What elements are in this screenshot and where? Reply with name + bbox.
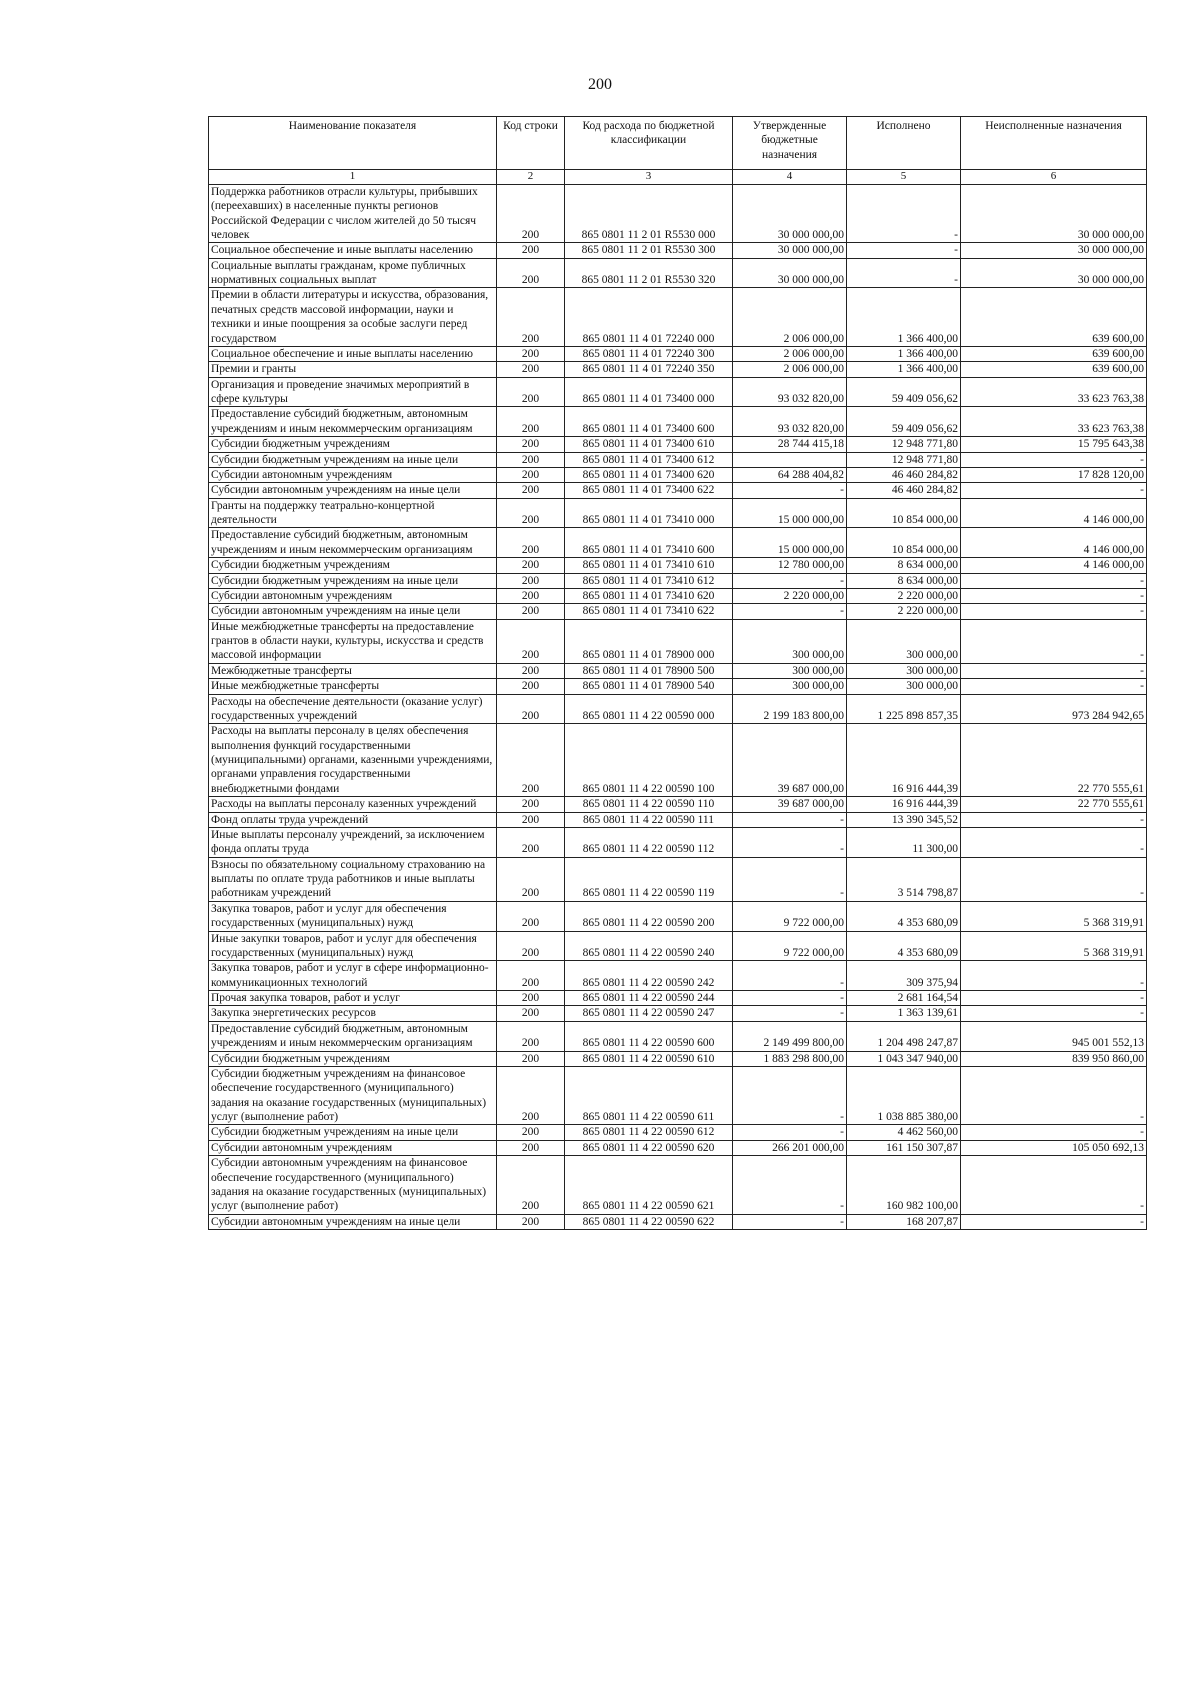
line-code: 200 bbox=[497, 558, 565, 573]
unexecuted-amount: - bbox=[961, 573, 1147, 588]
approved-amount: 28 744 415,18 bbox=[733, 437, 847, 452]
column-header: Код расхода по бюджетной классификации bbox=[565, 117, 733, 170]
line-code: 200 bbox=[497, 827, 565, 857]
unexecuted-amount: 30 000 000,00 bbox=[961, 258, 1147, 288]
line-code: 200 bbox=[497, 1156, 565, 1215]
executed-amount: 3 514 798,87 bbox=[847, 857, 961, 901]
approved-amount: 2 006 000,00 bbox=[733, 288, 847, 347]
unexecuted-amount: 639 600,00 bbox=[961, 288, 1147, 347]
table-row bbox=[209, 694, 1147, 724]
indicator-name: Расходы на обеспечение деятельности (оказание услуг) государственных учреждений bbox=[209, 694, 497, 724]
unexecuted-amount: 105 050 692,13 bbox=[961, 1140, 1147, 1155]
line-code: 200 bbox=[497, 812, 565, 827]
executed-amount: 59 409 056,62 bbox=[847, 407, 961, 437]
table-row bbox=[209, 1125, 1147, 1140]
approved-amount: 30 000 000,00 bbox=[733, 243, 847, 258]
column-header: Код строки bbox=[497, 117, 565, 170]
table-row bbox=[209, 1156, 1147, 1215]
approved-amount: - bbox=[733, 827, 847, 857]
indicator-name: Расходы на выплаты персоналу казенных учреждений bbox=[209, 797, 497, 812]
unexecuted-amount: 639 600,00 bbox=[961, 346, 1147, 361]
executed-amount: 46 460 284,82 bbox=[847, 483, 961, 498]
table-row bbox=[209, 437, 1147, 452]
line-code: 200 bbox=[497, 1140, 565, 1155]
unexecuted-amount: - bbox=[961, 679, 1147, 694]
approved-amount: 39 687 000,00 bbox=[733, 797, 847, 812]
unexecuted-amount: 839 950 860,00 bbox=[961, 1051, 1147, 1066]
indicator-name: Закупка энергетических ресурсов bbox=[209, 1006, 497, 1021]
table-row bbox=[209, 258, 1147, 288]
budget-classification-code: 865 0801 11 4 22 00590 600 bbox=[565, 1021, 733, 1051]
indicator-name: Социальное обеспечение и иные выплаты населению bbox=[209, 243, 497, 258]
approved-amount: 30 000 000,00 bbox=[733, 258, 847, 288]
table-row bbox=[209, 467, 1147, 482]
indicator-name: Иные межбюджетные трансферты на предоставление грантов в области науки, культуры, искусства и средств массовой информации bbox=[209, 619, 497, 663]
indicator-name: Межбюджетные трансферты bbox=[209, 663, 497, 678]
indicator-name: Субсидии бюджетным учреждениям bbox=[209, 558, 497, 573]
table-row bbox=[209, 558, 1147, 573]
indicator-name: Взносы по обязательному социальному страхованию на выплаты по оплате труда работников и иные выплаты работникам учреждений bbox=[209, 857, 497, 901]
table-row bbox=[209, 663, 1147, 678]
table-row bbox=[209, 931, 1147, 961]
indicator-name: Субсидии бюджетным учреждениям bbox=[209, 437, 497, 452]
indicator-name: Иные выплаты персоналу учреждений, за исключением фонда оплаты труда bbox=[209, 827, 497, 857]
unexecuted-amount: - bbox=[961, 663, 1147, 678]
unexecuted-amount: 5 368 319,91 bbox=[961, 931, 1147, 961]
approved-amount: 39 687 000,00 bbox=[733, 724, 847, 797]
unexecuted-amount: - bbox=[961, 1214, 1147, 1229]
budget-classification-code: 865 0801 11 4 01 78900 540 bbox=[565, 679, 733, 694]
unexecuted-amount: 15 795 643,38 bbox=[961, 437, 1147, 452]
executed-amount: 1 204 498 247,87 bbox=[847, 1021, 961, 1051]
executed-amount: 300 000,00 bbox=[847, 679, 961, 694]
approved-amount: 64 288 404,82 bbox=[733, 467, 847, 482]
approved-amount: 9 722 000,00 bbox=[733, 901, 847, 931]
executed-amount: 16 916 444,39 bbox=[847, 724, 961, 797]
unexecuted-amount: - bbox=[961, 483, 1147, 498]
executed-amount: 10 854 000,00 bbox=[847, 498, 961, 528]
indicator-name: Премии и гранты bbox=[209, 362, 497, 377]
budget-classification-code: 865 0801 11 4 22 00590 621 bbox=[565, 1156, 733, 1215]
approved-amount: 93 032 820,00 bbox=[733, 377, 847, 407]
approved-amount: 300 000,00 bbox=[733, 679, 847, 694]
table-row bbox=[209, 588, 1147, 603]
table-row bbox=[209, 604, 1147, 619]
line-code: 200 bbox=[497, 243, 565, 258]
column-header: Наименование показателя bbox=[209, 117, 497, 170]
unexecuted-amount: 22 770 555,61 bbox=[961, 724, 1147, 797]
table-row bbox=[209, 827, 1147, 857]
approved-amount: - bbox=[733, 483, 847, 498]
unexecuted-amount: - bbox=[961, 857, 1147, 901]
budget-classification-code: 865 0801 11 4 01 72240 300 bbox=[565, 346, 733, 361]
executed-amount: 1 363 139,61 bbox=[847, 1006, 961, 1021]
indicator-name: Субсидии бюджетным учреждениям на финансовое обеспечение государственного (муниципального) задания на оказание государственных (муниципальных) услуг (выполнение работ) bbox=[209, 1066, 497, 1125]
unexecuted-amount: - bbox=[961, 1156, 1147, 1215]
table-row bbox=[209, 1214, 1147, 1229]
executed-amount: 11 300,00 bbox=[847, 827, 961, 857]
table-row bbox=[209, 961, 1147, 991]
budget-classification-code: 865 0801 11 4 22 00590 611 bbox=[565, 1066, 733, 1125]
table-header-row bbox=[209, 117, 1147, 170]
budget-classification-code: 865 0801 11 4 22 00590 242 bbox=[565, 961, 733, 991]
executed-amount: 300 000,00 bbox=[847, 619, 961, 663]
unexecuted-amount: - bbox=[961, 1066, 1147, 1125]
line-code: 200 bbox=[497, 437, 565, 452]
table-row bbox=[209, 619, 1147, 663]
executed-amount: 2 220 000,00 bbox=[847, 588, 961, 603]
table-row bbox=[209, 498, 1147, 528]
unexecuted-amount: 945 001 552,13 bbox=[961, 1021, 1147, 1051]
executed-amount: 12 948 771,80 bbox=[847, 452, 961, 467]
unexecuted-amount: 33 623 763,38 bbox=[961, 407, 1147, 437]
budget-execution-table bbox=[208, 116, 1147, 1230]
executed-amount: 8 634 000,00 bbox=[847, 573, 961, 588]
line-code: 200 bbox=[497, 694, 565, 724]
approved-amount: 15 000 000,00 bbox=[733, 498, 847, 528]
budget-classification-code: 865 0801 11 4 01 72240 350 bbox=[565, 362, 733, 377]
indicator-name: Субсидии бюджетным учреждениям на иные цели bbox=[209, 573, 497, 588]
table-row bbox=[209, 362, 1147, 377]
indicator-name: Субсидии бюджетным учреждениям bbox=[209, 1051, 497, 1066]
table-row bbox=[209, 797, 1147, 812]
budget-classification-code: 865 0801 11 4 01 78900 000 bbox=[565, 619, 733, 663]
table-row bbox=[209, 377, 1147, 407]
budget-classification-code: 865 0801 11 4 01 73400 000 bbox=[565, 377, 733, 407]
indicator-name: Предоставление субсидий бюджетным, автономным учреждениям и иным некоммерческим организациям bbox=[209, 1021, 497, 1051]
table-row bbox=[209, 407, 1147, 437]
column-number: 6 bbox=[961, 170, 1147, 185]
budget-classification-code: 865 0801 11 4 22 00590 100 bbox=[565, 724, 733, 797]
approved-amount: 15 000 000,00 bbox=[733, 528, 847, 558]
line-code: 200 bbox=[497, 498, 565, 528]
executed-amount: 59 409 056,62 bbox=[847, 377, 961, 407]
unexecuted-amount: - bbox=[961, 604, 1147, 619]
indicator-name: Субсидии автономным учреждениям bbox=[209, 467, 497, 482]
line-code: 200 bbox=[497, 377, 565, 407]
budget-classification-code: 865 0801 11 2 01 R5530 000 bbox=[565, 184, 733, 243]
line-code: 200 bbox=[497, 797, 565, 812]
line-code: 200 bbox=[497, 604, 565, 619]
table-row bbox=[209, 483, 1147, 498]
unexecuted-amount: - bbox=[961, 1006, 1147, 1021]
unexecuted-amount: 30 000 000,00 bbox=[961, 184, 1147, 243]
unexecuted-amount: 639 600,00 bbox=[961, 362, 1147, 377]
indicator-name: Социальное обеспечение и иные выплаты населению bbox=[209, 346, 497, 361]
line-code: 200 bbox=[497, 619, 565, 663]
approved-amount: - bbox=[733, 573, 847, 588]
indicator-name: Закупка товаров, работ и услуг в сфере информационно-коммуникационных технологий bbox=[209, 961, 497, 991]
table-row bbox=[209, 1140, 1147, 1155]
table-row bbox=[209, 184, 1147, 243]
column-number: 2 bbox=[497, 170, 565, 185]
approved-amount: 300 000,00 bbox=[733, 619, 847, 663]
executed-amount: 2 681 164,54 bbox=[847, 991, 961, 1006]
approved-amount: - bbox=[733, 1125, 847, 1140]
line-code: 200 bbox=[497, 1066, 565, 1125]
executed-amount: 4 462 560,00 bbox=[847, 1125, 961, 1140]
budget-classification-code: 865 0801 11 4 22 00590 620 bbox=[565, 1140, 733, 1155]
approved-amount: - bbox=[733, 991, 847, 1006]
executed-amount: 300 000,00 bbox=[847, 663, 961, 678]
approved-amount: 1 883 298 800,00 bbox=[733, 1051, 847, 1066]
unexecuted-amount: 973 284 942,65 bbox=[961, 694, 1147, 724]
table-row bbox=[209, 452, 1147, 467]
budget-classification-code: 865 0801 11 4 22 00590 244 bbox=[565, 991, 733, 1006]
table-row bbox=[209, 243, 1147, 258]
approved-amount: 93 032 820,00 bbox=[733, 407, 847, 437]
budget-classification-code: 865 0801 11 4 01 73410 000 bbox=[565, 498, 733, 528]
indicator-name: Субсидии бюджетным учреждениям на иные цели bbox=[209, 1125, 497, 1140]
executed-amount: 2 220 000,00 bbox=[847, 604, 961, 619]
line-code: 200 bbox=[497, 679, 565, 694]
table-row bbox=[209, 991, 1147, 1006]
executed-amount: 4 353 680,09 bbox=[847, 931, 961, 961]
indicator-name: Иные межбюджетные трансферты bbox=[209, 679, 497, 694]
budget-classification-code: 865 0801 11 4 01 72240 000 bbox=[565, 288, 733, 347]
column-number-row bbox=[209, 170, 1147, 185]
approved-amount: - bbox=[733, 857, 847, 901]
line-code: 200 bbox=[497, 407, 565, 437]
budget-classification-code: 865 0801 11 4 01 73410 620 bbox=[565, 588, 733, 603]
indicator-name: Предоставление субсидий бюджетным, автономным учреждениям и иным некоммерческим организациям bbox=[209, 407, 497, 437]
executed-amount: 161 150 307,87 bbox=[847, 1140, 961, 1155]
approved-amount: 2 006 000,00 bbox=[733, 346, 847, 361]
budget-classification-code: 865 0801 11 2 01 R5530 300 bbox=[565, 243, 733, 258]
budget-classification-code: 865 0801 11 4 22 00590 110 bbox=[565, 797, 733, 812]
budget-classification-code: 865 0801 11 4 01 78900 500 bbox=[565, 663, 733, 678]
unexecuted-amount: 17 828 120,00 bbox=[961, 467, 1147, 482]
indicator-name: Субсидии автономным учреждениям на финансовое обеспечение государственного (муниципального) задания на оказание государственных (муниципальных) услуг (выполнение работ) bbox=[209, 1156, 497, 1215]
line-code: 200 bbox=[497, 467, 565, 482]
approved-amount: - bbox=[733, 961, 847, 991]
line-code: 200 bbox=[497, 588, 565, 603]
page-number: 200 bbox=[588, 76, 612, 93]
unexecuted-amount: 4 146 000,00 bbox=[961, 558, 1147, 573]
line-code: 200 bbox=[497, 452, 565, 467]
table-row bbox=[209, 812, 1147, 827]
budget-classification-code: 865 0801 11 4 22 00590 000 bbox=[565, 694, 733, 724]
column-header: Неисполненные назначения bbox=[961, 117, 1147, 170]
approved-amount: 12 780 000,00 bbox=[733, 558, 847, 573]
unexecuted-amount: 5 368 319,91 bbox=[961, 901, 1147, 931]
line-code: 200 bbox=[497, 991, 565, 1006]
table-row bbox=[209, 857, 1147, 901]
indicator-name: Закупка товаров, работ и услуг для обеспечения государственных (муниципальных) нужд bbox=[209, 901, 497, 931]
indicator-name: Поддержка работников отрасли культуры, прибывших (переехавших) в населенные пункты регионов Российской Федерации с числом жителей до 50 тысяч человек bbox=[209, 184, 497, 243]
unexecuted-amount: - bbox=[961, 452, 1147, 467]
indicator-name: Субсидии автономным учреждениям bbox=[209, 1140, 497, 1155]
executed-amount: 16 916 444,39 bbox=[847, 797, 961, 812]
unexecuted-amount: - bbox=[961, 1125, 1147, 1140]
indicator-name: Социальные выплаты гражданам, кроме публичных нормативных социальных выплат bbox=[209, 258, 497, 288]
line-code: 200 bbox=[497, 483, 565, 498]
indicator-name: Субсидии автономным учреждениям bbox=[209, 588, 497, 603]
table-row bbox=[209, 724, 1147, 797]
unexecuted-amount: - bbox=[961, 812, 1147, 827]
executed-amount: 8 634 000,00 bbox=[847, 558, 961, 573]
table-row bbox=[209, 1051, 1147, 1066]
executed-amount: 309 375,94 bbox=[847, 961, 961, 991]
budget-classification-code: 865 0801 11 4 01 73400 600 bbox=[565, 407, 733, 437]
line-code: 200 bbox=[497, 901, 565, 931]
budget-classification-code: 865 0801 11 4 01 73400 620 bbox=[565, 467, 733, 482]
executed-amount: 4 353 680,09 bbox=[847, 901, 961, 931]
table-row bbox=[209, 901, 1147, 931]
table-row bbox=[209, 1021, 1147, 1051]
table-row bbox=[209, 346, 1147, 361]
unexecuted-amount: 33 623 763,38 bbox=[961, 377, 1147, 407]
executed-amount: 10 854 000,00 bbox=[847, 528, 961, 558]
indicator-name: Предоставление субсидий бюджетным, автономным учреждениям и иным некоммерческим организациям bbox=[209, 528, 497, 558]
line-code: 200 bbox=[497, 1021, 565, 1051]
indicator-name: Гранты на поддержку театрально-концертной деятельности bbox=[209, 498, 497, 528]
budget-classification-code: 865 0801 11 4 01 73410 622 bbox=[565, 604, 733, 619]
line-code: 200 bbox=[497, 528, 565, 558]
line-code: 200 bbox=[497, 573, 565, 588]
table-row bbox=[209, 1066, 1147, 1125]
budget-classification-code: 865 0801 11 4 22 00590 612 bbox=[565, 1125, 733, 1140]
executed-amount: 1 038 885 380,00 bbox=[847, 1066, 961, 1125]
column-number: 5 bbox=[847, 170, 961, 185]
approved-amount: 2 220 000,00 bbox=[733, 588, 847, 603]
budget-classification-code: 865 0801 11 4 01 73400 610 bbox=[565, 437, 733, 452]
table-row bbox=[209, 528, 1147, 558]
approved-amount: 2 006 000,00 bbox=[733, 362, 847, 377]
budget-classification-code: 865 0801 11 4 22 00590 119 bbox=[565, 857, 733, 901]
indicator-name: Иные закупки товаров, работ и услуг для обеспечения государственных (муниципальных) нужд bbox=[209, 931, 497, 961]
indicator-name: Фонд оплаты труда учреждений bbox=[209, 812, 497, 827]
line-code: 200 bbox=[497, 346, 565, 361]
approved-amount: - bbox=[733, 812, 847, 827]
budget-classification-code: 865 0801 11 4 22 00590 111 bbox=[565, 812, 733, 827]
line-code: 200 bbox=[497, 1006, 565, 1021]
column-header: Исполнено bbox=[847, 117, 961, 170]
budget-classification-code: 865 0801 11 4 01 73400 622 bbox=[565, 483, 733, 498]
column-number: 3 bbox=[565, 170, 733, 185]
indicator-name: Субсидии автономным учреждениям на иные цели bbox=[209, 604, 497, 619]
line-code: 200 bbox=[497, 857, 565, 901]
approved-amount: - bbox=[733, 1006, 847, 1021]
executed-amount: 46 460 284,82 bbox=[847, 467, 961, 482]
indicator-name: Премии в области литературы и искусства, образования, печатных средств массовой информации, науки и техники и иные поощрения за особые заслуги перед государством bbox=[209, 288, 497, 347]
unexecuted-amount: 4 146 000,00 bbox=[961, 498, 1147, 528]
executed-amount: - bbox=[847, 184, 961, 243]
line-code: 200 bbox=[497, 184, 565, 243]
column-header: Утвержденные бюджетные назначения bbox=[733, 117, 847, 170]
executed-amount: - bbox=[847, 258, 961, 288]
line-code: 200 bbox=[497, 663, 565, 678]
line-code: 200 bbox=[497, 931, 565, 961]
indicator-name: Организация и проведение значимых мероприятий в сфере культуры bbox=[209, 377, 497, 407]
unexecuted-amount: 4 146 000,00 bbox=[961, 528, 1147, 558]
unexecuted-amount: 30 000 000,00 bbox=[961, 243, 1147, 258]
approved-amount: - bbox=[733, 1214, 847, 1229]
approved-amount: 30 000 000,00 bbox=[733, 184, 847, 243]
line-code: 200 bbox=[497, 1214, 565, 1229]
line-code: 200 bbox=[497, 288, 565, 347]
line-code: 200 bbox=[497, 724, 565, 797]
executed-amount: 12 948 771,80 bbox=[847, 437, 961, 452]
budget-classification-code: 865 0801 11 4 22 00590 610 bbox=[565, 1051, 733, 1066]
approved-amount: - bbox=[733, 1156, 847, 1215]
executed-amount: - bbox=[847, 243, 961, 258]
line-code: 200 bbox=[497, 961, 565, 991]
approved-amount: 2 149 499 800,00 bbox=[733, 1021, 847, 1051]
executed-amount: 13 390 345,52 bbox=[847, 812, 961, 827]
unexecuted-amount: - bbox=[961, 991, 1147, 1006]
budget-classification-code: 865 0801 11 4 01 73410 610 bbox=[565, 558, 733, 573]
unexecuted-amount: - bbox=[961, 588, 1147, 603]
line-code: 200 bbox=[497, 1125, 565, 1140]
unexecuted-amount: - bbox=[961, 961, 1147, 991]
approved-amount: 266 201 000,00 bbox=[733, 1140, 847, 1155]
unexecuted-amount: - bbox=[961, 619, 1147, 663]
line-code: 200 bbox=[497, 362, 565, 377]
line-code: 200 bbox=[497, 258, 565, 288]
table-row bbox=[209, 573, 1147, 588]
approved-amount bbox=[733, 452, 847, 467]
column-number: 1 bbox=[209, 170, 497, 185]
line-code: 200 bbox=[497, 1051, 565, 1066]
budget-classification-code: 865 0801 11 4 01 73400 612 bbox=[565, 452, 733, 467]
unexecuted-amount: 22 770 555,61 bbox=[961, 797, 1147, 812]
indicator-name: Субсидии автономным учреждениям на иные цели bbox=[209, 483, 497, 498]
indicator-name: Прочая закупка товаров, работ и услуг bbox=[209, 991, 497, 1006]
executed-amount: 160 982 100,00 bbox=[847, 1156, 961, 1215]
column-number: 4 bbox=[733, 170, 847, 185]
executed-amount: 1 366 400,00 bbox=[847, 362, 961, 377]
table-row bbox=[209, 288, 1147, 347]
budget-classification-code: 865 0801 11 4 22 00590 200 bbox=[565, 901, 733, 931]
indicator-name: Субсидии автономным учреждениям на иные цели bbox=[209, 1214, 497, 1229]
executed-amount: 168 207,87 bbox=[847, 1214, 961, 1229]
executed-amount: 1 366 400,00 bbox=[847, 346, 961, 361]
unexecuted-amount: - bbox=[961, 827, 1147, 857]
table-row bbox=[209, 679, 1147, 694]
approved-amount: 9 722 000,00 bbox=[733, 931, 847, 961]
budget-classification-code: 865 0801 11 4 22 00590 622 bbox=[565, 1214, 733, 1229]
approved-amount: - bbox=[733, 1066, 847, 1125]
budget-classification-code: 865 0801 11 4 22 00590 240 bbox=[565, 931, 733, 961]
table-row bbox=[209, 1006, 1147, 1021]
approved-amount: 300 000,00 bbox=[733, 663, 847, 678]
indicator-name: Субсидии бюджетным учреждениям на иные цели bbox=[209, 452, 497, 467]
indicator-name: Расходы на выплаты персоналу в целях обеспечения выполнения функций государственными (муниципальными) органами, казенными учреждениями, органами управления государственными внебюджетными фондами bbox=[209, 724, 497, 797]
budget-classification-code: 865 0801 11 4 22 00590 247 bbox=[565, 1006, 733, 1021]
budget-classification-code: 865 0801 11 4 22 00590 112 bbox=[565, 827, 733, 857]
budget-classification-code: 865 0801 11 2 01 R5530 320 bbox=[565, 258, 733, 288]
executed-amount: 1 366 400,00 bbox=[847, 288, 961, 347]
budget-classification-code: 865 0801 11 4 01 73410 612 bbox=[565, 573, 733, 588]
budget-classification-code: 865 0801 11 4 01 73410 600 bbox=[565, 528, 733, 558]
approved-amount: - bbox=[733, 604, 847, 619]
executed-amount: 1 225 898 857,35 bbox=[847, 694, 961, 724]
approved-amount: 2 199 183 800,00 bbox=[733, 694, 847, 724]
executed-amount: 1 043 347 940,00 bbox=[847, 1051, 961, 1066]
